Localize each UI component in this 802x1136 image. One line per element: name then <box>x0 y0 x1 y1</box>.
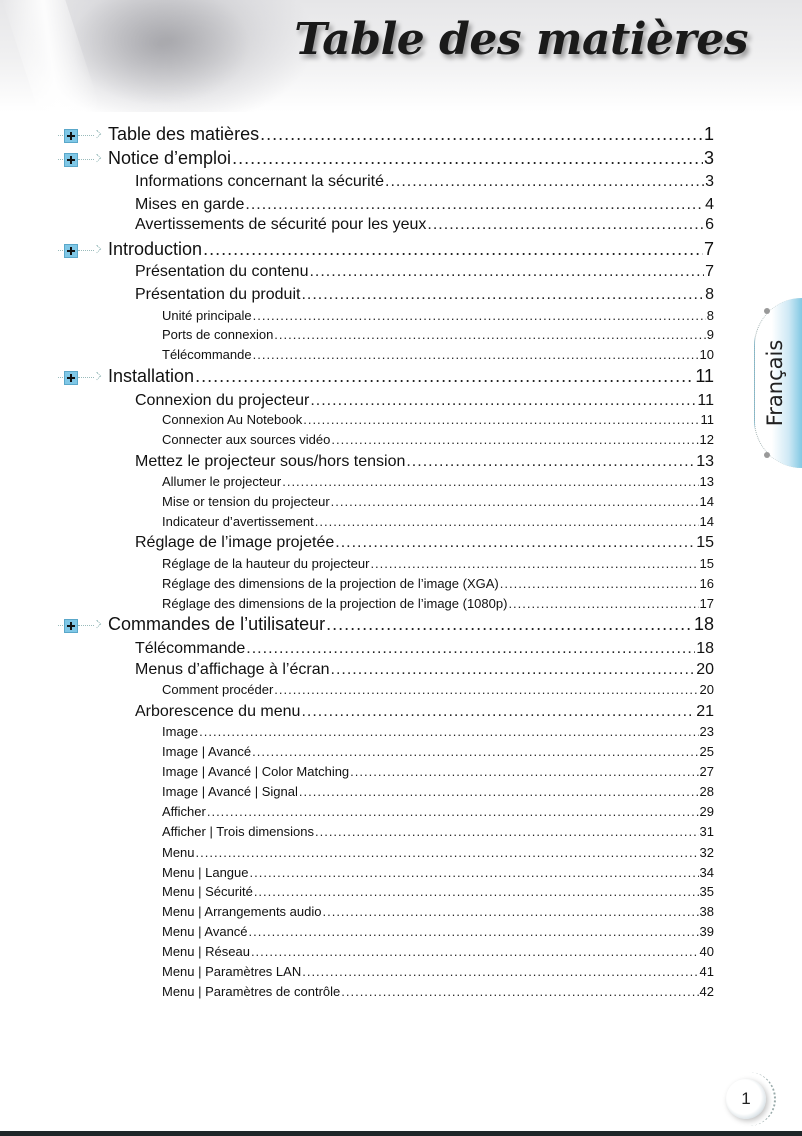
toc-entry-label: Réglage de l’image projetée <box>135 534 335 551</box>
toc-entry[interactable] <box>108 124 714 145</box>
toc-entry-label: Mises en garde <box>135 196 245 213</box>
toc-entry-label: Introduction <box>108 239 203 259</box>
toc-leader-dots <box>254 884 699 899</box>
toc-leader-dots <box>252 744 698 759</box>
toc-entry-page: 21 <box>696 703 714 720</box>
toc-entry-page: 11 <box>700 412 714 427</box>
toc-entry-page: 1 <box>703 124 714 144</box>
toc-entry[interactable] <box>135 661 714 679</box>
expand-plus-icon <box>58 153 104 167</box>
toc-entry[interactable] <box>162 412 714 427</box>
toc-entry-page: 41 <box>699 964 714 979</box>
toc-entry-page: 13 <box>699 474 714 489</box>
toc-entry[interactable] <box>162 432 714 447</box>
toc-entry-page: 27 <box>699 764 714 779</box>
toc-entry[interactable] <box>162 347 714 362</box>
toc-entry-page: 34 <box>699 865 714 880</box>
toc-entry-page: 29 <box>699 804 714 819</box>
toc-entry[interactable] <box>162 576 714 591</box>
toc-entry-page: 23 <box>699 724 714 739</box>
toc-entry[interactable] <box>108 366 714 387</box>
toc-entry-page: 7 <box>705 263 714 280</box>
toc-leader-dots <box>274 327 705 342</box>
toc-entry-label: Comment procéder <box>162 682 274 697</box>
toc-leader-dots <box>315 824 699 839</box>
toc-entry-page: 8 <box>705 286 714 303</box>
toc-entry[interactable] <box>162 904 714 919</box>
toc-entry-label: Image | Avancé | Signal <box>162 784 298 799</box>
bottom-bar <box>0 1131 802 1136</box>
toc-entry-label: Menu | Paramètres de contrôle <box>162 984 341 999</box>
toc-entry-page: 4 <box>705 196 714 213</box>
toc-entry[interactable] <box>162 514 714 529</box>
toc-entry-page: 3 <box>703 148 714 168</box>
toc-leader-dots <box>299 784 699 799</box>
toc-entry[interactable] <box>162 824 714 839</box>
toc-leader-dots <box>199 724 698 739</box>
toc-leader-dots <box>341 984 698 999</box>
toc-leader-dots <box>406 453 695 471</box>
toc-leader-dots <box>253 347 699 362</box>
toc-entry-page: 14 <box>699 494 714 509</box>
expand-plus-icon <box>58 619 104 633</box>
toc-entry-page: 25 <box>699 744 714 759</box>
toc-entry-page: 17 <box>699 596 714 611</box>
toc-entry[interactable] <box>162 494 714 509</box>
toc-entry-label: Mettez le projecteur sous/hors tension <box>135 453 406 470</box>
toc-entry[interactable] <box>135 173 714 191</box>
toc-leader-dots <box>246 640 695 658</box>
toc-entry[interactable] <box>108 614 714 635</box>
toc-entry[interactable] <box>135 286 714 304</box>
toc-leader-dots <box>245 196 704 214</box>
toc-entry-label: Menu | Arrangements audio <box>162 904 322 919</box>
toc-entry-label: Présentation du contenu <box>135 263 309 280</box>
toc-leader-dots <box>508 596 698 611</box>
toc-leader-dots <box>203 239 703 260</box>
toc-entry[interactable] <box>162 865 714 880</box>
language-tab-dot-bottom <box>764 452 770 458</box>
toc-entry-page: 18 <box>696 640 714 657</box>
toc-leader-dots <box>249 924 699 939</box>
toc-entry[interactable] <box>162 924 714 939</box>
toc-entry-page: 3 <box>705 173 714 190</box>
toc-entry-page: 28 <box>699 784 714 799</box>
toc-entry-label: Connexion Au Notebook <box>162 412 303 427</box>
toc-leader-dots <box>196 845 699 860</box>
language-tab-dot-top <box>764 308 770 314</box>
toc-entry-label: Avertissements de sécurité pour les yeux <box>135 216 427 233</box>
toc-entry[interactable] <box>162 724 714 739</box>
toc-entry[interactable] <box>135 453 714 471</box>
toc-entry-label: Afficher | Trois dimensions <box>162 824 314 839</box>
toc-entry-label: Afficher <box>162 804 206 819</box>
toc-entry[interactable] <box>162 804 714 819</box>
toc-entry-label: Informations concernant la sécurité <box>135 173 385 190</box>
toc-entry-label: Mise or tension du projecteur <box>162 494 330 509</box>
toc-entry[interactable] <box>135 703 714 721</box>
toc-entry-label: Présentation du produit <box>135 286 301 303</box>
toc-leader-dots <box>301 286 704 304</box>
toc-entry-label: Commandes de l’utilisateur <box>108 614 326 634</box>
toc-leader-dots <box>326 614 693 635</box>
toc-leader-dots <box>301 703 695 721</box>
toc-leader-dots <box>207 804 699 819</box>
toc-entry-label: Unité principale <box>162 308 252 323</box>
toc-leader-dots <box>195 366 694 387</box>
toc-entry-label: Arborescence du menu <box>135 703 301 720</box>
toc-leader-dots <box>282 474 698 489</box>
toc-entry[interactable] <box>162 744 714 759</box>
toc-leader-dots <box>331 661 696 679</box>
toc-entry[interactable] <box>135 640 714 658</box>
toc-entry-label: Télécommande <box>135 640 246 657</box>
toc-entry-label: Télécommande <box>162 347 252 362</box>
toc-entry[interactable] <box>162 474 714 489</box>
toc-entry-page: 16 <box>699 576 714 591</box>
toc-entry-page: 20 <box>696 661 714 678</box>
toc-entry-page: 15 <box>696 534 714 551</box>
toc-entry-label: Menu | Langue <box>162 865 249 880</box>
toc-entry-label: Réglage des dimensions de la projection de l’image (1080p) <box>162 596 508 611</box>
toc-entry-label: Image | Avancé <box>162 744 252 759</box>
toc-entry-page: 18 <box>693 614 714 634</box>
toc-leader-dots <box>331 432 698 447</box>
toc-entry-label: Connecter aux sources vidéo <box>162 432 331 447</box>
toc-leader-dots <box>250 865 699 880</box>
toc-leader-dots <box>322 904 698 919</box>
toc-entry[interactable] <box>162 944 714 959</box>
header-banner <box>0 0 802 112</box>
toc-entry[interactable] <box>162 556 714 571</box>
toc-entry[interactable] <box>162 764 714 779</box>
toc-entry-label: Allumer le projecteur <box>162 474 282 489</box>
expand-plus-icon <box>58 129 104 143</box>
toc-entry-label: Menu | Avancé <box>162 924 248 939</box>
toc-entry-label: Réglage des dimensions de la projection de l’image (XGA) <box>162 576 499 591</box>
toc-leader-dots <box>251 944 699 959</box>
toc-entry[interactable] <box>108 148 714 169</box>
toc-entry-page: 20 <box>699 682 714 697</box>
toc-leader-dots <box>500 576 699 591</box>
toc-leader-dots <box>303 412 699 427</box>
toc-entry[interactable] <box>135 216 714 234</box>
toc-entry-page: 31 <box>699 824 714 839</box>
toc-leader-dots <box>310 392 696 410</box>
toc-entry[interactable] <box>162 845 714 860</box>
toc-entry[interactable] <box>135 392 714 410</box>
toc-entry-page: 8 <box>706 308 714 323</box>
toc-entry-page: 12 <box>699 432 714 447</box>
toc-entry-label: Menu | Sécurité <box>162 884 253 899</box>
toc-entry-page: 38 <box>699 904 714 919</box>
toc-leader-dots <box>260 124 703 145</box>
toc-entry-page: 13 <box>696 453 714 470</box>
toc-entry[interactable] <box>135 534 714 552</box>
toc-leader-dots <box>309 263 704 281</box>
toc-leader-dots <box>350 764 698 779</box>
toc-entry-page: 15 <box>699 556 714 571</box>
toc-entry-page: 11 <box>695 366 714 386</box>
toc-leader-dots <box>302 964 698 979</box>
toc-entry-label: Indicateur d’avertissement <box>162 514 314 529</box>
toc-entry[interactable] <box>108 239 714 260</box>
toc-leader-dots <box>274 682 698 697</box>
toc-entry-label: Menu <box>162 845 195 860</box>
toc-entry[interactable] <box>162 784 714 799</box>
toc-entry-page: 32 <box>699 845 714 860</box>
language-label: Français <box>763 339 787 427</box>
toc-entry[interactable] <box>135 196 714 214</box>
toc-entry-page: 40 <box>699 944 714 959</box>
toc-entry-label: Connexion du projecteur <box>135 392 310 409</box>
toc-entry[interactable] <box>162 596 714 611</box>
toc-leader-dots <box>253 308 706 323</box>
toc-entry-label: Table des matières <box>108 124 260 144</box>
toc-entry-label: Installation <box>108 366 195 386</box>
toc-entry-page: 6 <box>705 216 714 233</box>
toc-leader-dots <box>370 556 698 571</box>
toc-entry[interactable] <box>162 682 714 697</box>
toc-entry-label: Notice d’emploi <box>108 148 232 168</box>
toc-entry-page: 35 <box>699 884 714 899</box>
page-title: Table des matières <box>294 14 748 65</box>
toc-leader-dots <box>315 514 699 529</box>
toc-entry-label: Ports de connexion <box>162 327 274 342</box>
toc-leader-dots <box>427 216 704 234</box>
toc-entry-label: Menus d’affichage à l’écran <box>135 661 330 678</box>
toc-entry-label: Image <box>162 724 199 739</box>
page-number: 1 <box>741 1089 751 1108</box>
expand-plus-icon <box>58 244 104 258</box>
toc-entry[interactable] <box>162 964 714 979</box>
toc-entry-page: 42 <box>699 984 714 999</box>
expand-plus-icon <box>58 371 104 385</box>
toc-leader-dots <box>331 494 699 509</box>
toc-leader-dots <box>385 173 704 191</box>
toc-entry[interactable] <box>135 263 714 281</box>
toc-entry[interactable] <box>162 884 714 899</box>
toc-entry-page: 39 <box>699 924 714 939</box>
toc-entry[interactable] <box>162 308 714 323</box>
toc-leader-dots <box>335 534 695 552</box>
page-number-badge <box>726 1079 766 1119</box>
toc-entry-page: 7 <box>703 239 714 259</box>
toc-entry-label: Menu | Réseau <box>162 944 250 959</box>
toc-entry[interactable] <box>162 327 714 342</box>
toc-entry-label: Image | Avancé | Color Matching <box>162 764 350 779</box>
toc-entry-label: Réglage de la hauteur du projecteur <box>162 556 370 571</box>
toc-entry-page: 9 <box>706 327 714 342</box>
toc-entry[interactable] <box>162 984 714 999</box>
toc-entry-page: 11 <box>697 392 714 409</box>
toc-entry-label: Menu | Paramètres LAN <box>162 964 302 979</box>
toc-entry-page: 14 <box>699 514 714 529</box>
toc-entry-page: 10 <box>699 347 714 362</box>
toc-leader-dots <box>232 148 703 169</box>
